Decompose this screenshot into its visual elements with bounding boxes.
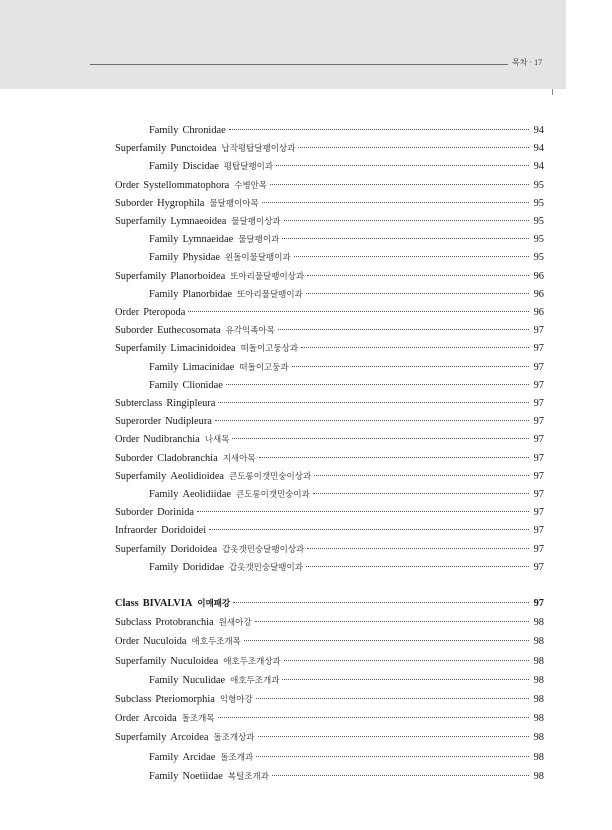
toc-taxon: Cladobranchia	[157, 452, 218, 464]
toc-page-number: 94	[533, 125, 544, 136]
toc-rank: Superfamily	[115, 732, 167, 744]
toc-page-number: 97	[533, 598, 544, 609]
dot-leader	[284, 660, 529, 661]
toc-entry	[115, 141, 544, 157]
toc-korean-name: 나새목	[204, 435, 230, 446]
toc-entry	[149, 159, 544, 175]
toc-taxon: Aeolidiidae	[182, 489, 231, 500]
toc-korean-name: 평탑달팽이과	[223, 162, 274, 173]
dot-leader	[276, 165, 529, 166]
dot-leader	[258, 736, 529, 737]
toc-taxon: Nuculoida	[143, 636, 187, 648]
toc-entry	[115, 196, 544, 212]
toc-page-number: 97	[533, 470, 544, 482]
toc-taxon: Pteriomorphia	[155, 694, 215, 705]
toc-entry	[115, 692, 544, 708]
toc-entry	[115, 414, 544, 430]
dot-leader	[244, 640, 529, 641]
toc-rank: Suborder	[115, 507, 154, 519]
toc-taxon: Planorbidae	[182, 288, 233, 300]
toc-entry	[115, 634, 544, 650]
toc-page-number: 94	[533, 143, 544, 155]
dot-leader	[259, 457, 529, 458]
toc-rank: Family	[149, 125, 179, 136]
toc-entry	[115, 341, 544, 357]
toc-korean-name: 애호두조개상과	[223, 656, 281, 667]
toc-entry	[115, 654, 544, 670]
toc-page-number: 96	[533, 288, 544, 300]
toc-rank: Infraorder	[115, 525, 158, 537]
toc-entry	[115, 305, 544, 321]
toc-entry	[149, 287, 544, 303]
toc-entry	[149, 769, 544, 785]
toc-korean-name: 원새아강	[218, 618, 252, 629]
toc-taxon: Physidae	[182, 252, 220, 264]
dot-leader	[256, 756, 529, 757]
toc-entry	[115, 596, 544, 612]
toc-rank: Superfamily	[115, 470, 167, 482]
toc-page-number: 97	[533, 525, 544, 537]
toc-page-number: 97	[533, 507, 544, 519]
dot-leader	[314, 475, 529, 476]
dot-leader	[282, 679, 529, 680]
toc-rank: Order	[115, 434, 140, 446]
toc-rank: Suborder	[115, 325, 154, 337]
toc-korean-name: 지새아목	[222, 453, 256, 464]
toc-rank: Suborder	[115, 197, 154, 209]
toc-rank: Family	[149, 561, 179, 573]
dot-leader	[313, 493, 529, 494]
toc-rank: Superfamily	[115, 270, 167, 282]
toc-page-number: 97	[533, 543, 544, 555]
toc-entry	[115, 178, 544, 194]
toc-rank: Superfamily	[115, 343, 167, 355]
toc-page-number: 98	[533, 770, 544, 782]
toc-taxon: Doridoidea	[170, 543, 218, 555]
toc-taxon: Lymnaeoidea	[170, 216, 227, 227]
toc-page-number: 94	[533, 161, 544, 173]
toc-taxon: Protobranchia	[155, 617, 214, 629]
toc-entry	[149, 378, 544, 394]
dot-leader	[233, 602, 529, 603]
toc-entry	[149, 123, 544, 139]
toc-rank: Suborder	[115, 452, 154, 464]
toc-page-number: 95	[533, 197, 544, 209]
toc-page-number: 98	[533, 713, 544, 725]
toc-korean-name: 이매패강	[197, 599, 231, 609]
toc-rank: Class	[115, 598, 139, 609]
dot-leader	[256, 698, 529, 699]
toc-rank: Family	[149, 234, 179, 246]
toc-taxon: Nudibranchia	[143, 434, 200, 446]
toc-korean-name: 갑옷갯민숭달팽이과	[229, 562, 303, 573]
toc-taxon: Euthecosomata	[157, 325, 221, 337]
toc-entry	[149, 232, 544, 248]
toc-rank: Order	[115, 713, 140, 725]
toc-rank: Family	[149, 770, 179, 782]
toc-korean-name: 떠돌이고둥과	[239, 362, 289, 373]
toc-rank: Superfamily	[115, 543, 167, 555]
dot-leader	[272, 775, 529, 776]
toc-korean-name: 왼돌이물달팽이과	[224, 253, 291, 264]
toc-page-number: 95	[533, 252, 544, 264]
dot-leader	[255, 621, 529, 622]
toc-page-number: 98	[533, 674, 544, 686]
toc-korean-name: 유각익족아목	[225, 326, 275, 337]
toc-rank: Subclass	[115, 694, 152, 705]
toc-taxon: Arcidae	[182, 751, 216, 763]
dot-leader	[278, 329, 529, 330]
toc-entry	[115, 451, 544, 467]
toc-taxon: Nuculidae	[182, 674, 226, 686]
toc-entry	[115, 396, 544, 412]
dot-leader	[209, 529, 529, 530]
dot-leader	[284, 220, 529, 221]
toc-rank: Superorder	[115, 416, 162, 428]
dot-leader	[226, 384, 529, 385]
dot-leader	[298, 147, 529, 148]
toc-korean-name: 돌조개상과	[213, 733, 255, 744]
toc-page-number: 95	[533, 179, 544, 191]
toc-taxon: Aeolidioidea	[170, 470, 225, 482]
toc-entry	[115, 542, 544, 558]
dot-leader	[188, 311, 529, 312]
toc-taxon: Systellommatophora	[143, 179, 230, 191]
toc-rank: Order	[115, 179, 140, 191]
toc-rank: Subclass	[115, 617, 152, 629]
toc-page-number: 96	[533, 307, 544, 318]
dot-leader	[232, 438, 529, 439]
dot-leader	[307, 275, 529, 276]
toc-rank: Family	[149, 288, 179, 300]
toc-korean-name: 애호두조개목	[191, 637, 241, 648]
toc-page-number: 97	[533, 452, 544, 464]
toc-taxon: Chronidae	[182, 125, 226, 136]
toc-korean-name: 익형아강	[219, 695, 253, 705]
toc-entry	[149, 250, 544, 266]
toc-entry	[115, 432, 544, 448]
toc-entry	[115, 269, 544, 285]
toc-taxon: Noetiidae	[182, 770, 223, 782]
toc-korean-name: 돌조개과	[220, 752, 254, 763]
toc-page-number: 97	[533, 416, 544, 428]
toc-entry	[115, 523, 544, 539]
toc-taxon: BIVALVIA	[142, 598, 193, 609]
toc-entry	[115, 214, 544, 230]
toc-korean-name: 돌조개목	[181, 714, 215, 725]
toc-entry	[115, 323, 544, 339]
toc-page-number: 97	[533, 398, 544, 409]
toc-rank: Superfamily	[115, 143, 167, 155]
dot-leader	[229, 129, 529, 130]
toc-entry	[149, 487, 544, 503]
toc-taxon: Clionidae	[182, 379, 223, 391]
dot-leader	[282, 238, 529, 239]
toc-korean-name: 또아리물달팽이상과	[230, 271, 305, 282]
toc-taxon: Dorididae	[182, 561, 225, 573]
toc-rank: Family	[149, 379, 179, 391]
dot-leader	[294, 256, 529, 257]
toc-korean-name: 갑옷갯민숭달팽이상과	[222, 544, 305, 555]
dot-leader	[262, 202, 529, 203]
toc-page-number: 96	[533, 270, 544, 282]
toc-page-number: 97	[533, 379, 544, 391]
toc-page-number: 97	[533, 343, 544, 355]
toc-korean-name: 물달팽이과	[238, 235, 280, 246]
toc-taxon: Hygrophila	[157, 197, 205, 209]
toc-rank: Family	[149, 361, 179, 373]
dot-leader	[197, 511, 529, 512]
toc-korean-name: 떠돌이고둥상과	[240, 344, 299, 355]
toc-taxon: Lymnaeidae	[182, 234, 234, 246]
toc-taxon: Arcoidea	[170, 732, 209, 744]
toc-rank: Superfamily	[115, 216, 167, 227]
toc-page-number: 97	[533, 434, 544, 446]
dot-leader	[306, 566, 529, 567]
dot-leader	[215, 420, 529, 421]
toc-korean-name: 수병안목	[234, 180, 268, 191]
dot-leader	[307, 548, 529, 549]
toc-page-number: 97	[533, 561, 544, 573]
toc-rank: Order	[115, 307, 140, 318]
toc-page-number: 98	[533, 751, 544, 763]
toc-entry	[149, 750, 544, 766]
toc-page-number: 98	[533, 732, 544, 744]
toc-page-number: 98	[533, 636, 544, 648]
toc-page-number: 95	[533, 216, 544, 227]
dot-leader	[292, 366, 529, 367]
dot-leader	[218, 717, 529, 718]
toc-korean-name: 물달팽이상과	[231, 217, 281, 227]
toc-taxon: Planorboidea	[170, 270, 226, 282]
toc-taxon: Limacinidoidea	[170, 343, 236, 355]
toc-entry	[115, 711, 544, 727]
toc-taxon: Punctoidea	[170, 143, 217, 155]
toc-korean-name: 물달팽이아목	[209, 198, 259, 209]
toc-entry	[149, 560, 544, 576]
toc-korean-name: 큰도롱이갯민숭이과	[235, 490, 310, 500]
toc-entry	[149, 360, 544, 376]
toc-rank: Order	[115, 636, 140, 648]
toc-page-number: 98	[533, 655, 544, 667]
toc-rank: Superfamily	[115, 655, 167, 667]
toc-rank: Family	[149, 161, 179, 173]
dot-leader	[306, 293, 529, 294]
toc-taxon: Nuculoidea	[170, 655, 219, 667]
toc-taxon: Discidae	[182, 161, 219, 173]
toc-entry	[115, 505, 544, 521]
toc-rank: Family	[149, 489, 179, 500]
toc-page-number: 98	[533, 694, 544, 705]
toc-rank: Subterclass	[115, 398, 163, 409]
dot-leader	[270, 184, 529, 185]
page-label: 목차 · 17	[512, 58, 543, 67]
toc-taxon: Doridoidei	[161, 525, 207, 537]
toc-korean-name: 복털조개과	[227, 771, 269, 782]
toc-entry	[115, 615, 544, 631]
toc-taxon: Dorinida	[157, 507, 195, 519]
toc-page-number: 97	[533, 325, 544, 337]
dot-leader	[301, 347, 529, 348]
toc-korean-name: 애호두조개과	[230, 675, 280, 686]
toc-rank: Family	[149, 751, 179, 763]
toc-page-number: 97	[533, 489, 544, 500]
toc-taxon: Limacinidae	[182, 361, 235, 373]
toc-korean-name: 큰도롱이갯민숭이상과	[229, 471, 312, 482]
dot-leader	[218, 402, 529, 403]
toc-page-number: 98	[533, 617, 544, 629]
toc-korean-name: 납작평탑달팽이상과	[221, 144, 296, 155]
toc-rank: Family	[149, 252, 179, 264]
toc-page-number: 97	[533, 361, 544, 373]
toc-taxon: Pteropoda	[143, 307, 186, 318]
toc-korean-name: 또아리물달팽이과	[237, 289, 303, 300]
toc-taxon: Arcoida	[143, 713, 177, 725]
toc-taxon: Nudipleura	[165, 416, 212, 428]
toc-rank: Family	[149, 674, 179, 686]
toc-taxon: Ringipleura	[166, 398, 216, 409]
toc-entry	[115, 469, 544, 485]
toc-page-number: 95	[533, 234, 544, 246]
toc-entry	[115, 730, 544, 746]
toc-entry	[149, 673, 544, 689]
